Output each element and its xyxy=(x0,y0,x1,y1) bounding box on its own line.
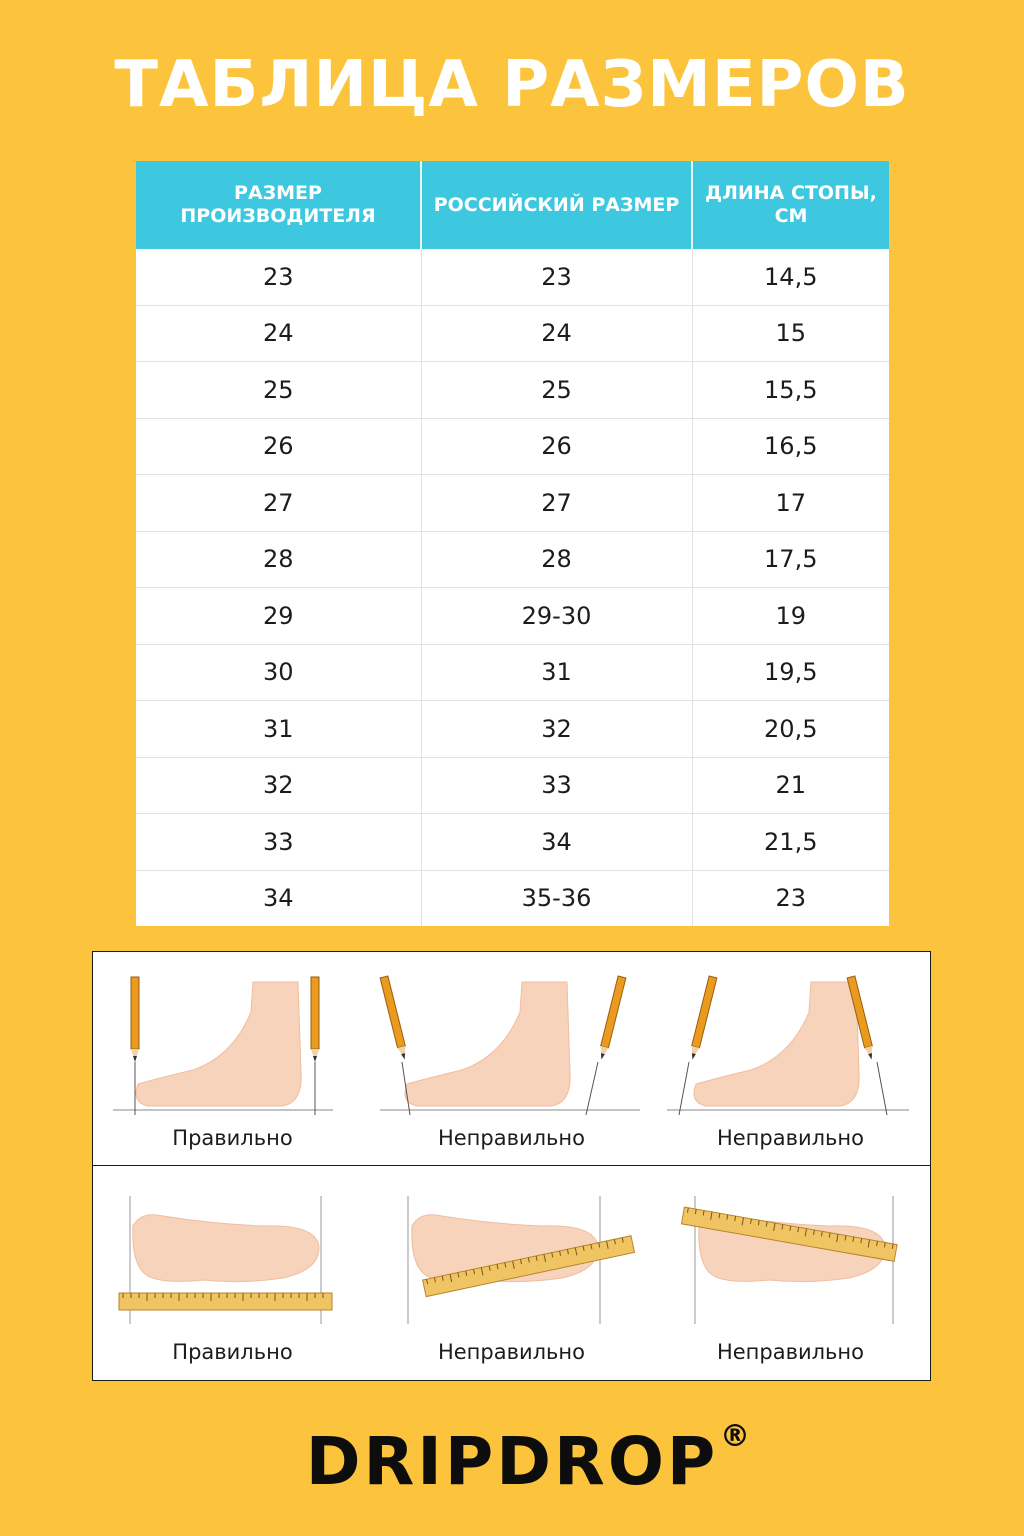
cell-manufacturer-size: 27 xyxy=(136,475,421,532)
caption-wrong: Неправильно xyxy=(716,1340,865,1364)
cell-manufacturer-size: 29 xyxy=(136,588,421,645)
cell-foot-length: 19,5 xyxy=(692,644,889,701)
cell-russian-size: 27 xyxy=(421,475,692,532)
cell-foot-length: 19 xyxy=(692,588,889,645)
guide-pencil-wrong-2 xyxy=(651,952,930,1165)
table-body xyxy=(136,249,889,926)
header-foot-length: ДЛИНА СТОПЫ, СМ xyxy=(692,161,889,249)
pencil-icon xyxy=(598,976,626,1060)
table-row xyxy=(136,814,889,871)
table-row xyxy=(136,644,889,701)
ruler-icon xyxy=(119,1293,332,1310)
cell-russian-size: 28 xyxy=(421,531,692,588)
table-row xyxy=(136,757,889,814)
cell-russian-size: 31 xyxy=(421,644,692,701)
header-manufacturer-size: РАЗМЕР ПРОИЗВОДИТЕЛЯ xyxy=(136,161,421,249)
guide-ruler-wrong-1 xyxy=(372,1166,651,1379)
pencil-icon xyxy=(311,977,319,1115)
brand-logo xyxy=(0,1418,1024,1502)
cell-russian-size: 34 xyxy=(421,814,692,871)
cell-foot-length: 21,5 xyxy=(692,814,889,871)
guide-row-pencil xyxy=(93,952,930,1165)
cell-foot-length: 20,5 xyxy=(692,701,889,758)
cell-manufacturer-size: 24 xyxy=(136,305,421,362)
cell-foot-length: 17 xyxy=(692,475,889,532)
table-row xyxy=(136,362,889,419)
page-title: ТАБЛИЦА РАЗМЕРОВ xyxy=(114,48,910,122)
caption-wrong: Неправильно xyxy=(437,1126,586,1150)
cell-russian-size: 24 xyxy=(421,305,692,362)
cell-manufacturer-size: 32 xyxy=(136,757,421,814)
cell-manufacturer-size: 25 xyxy=(136,362,421,419)
brand-name: DRIPDROP xyxy=(305,1423,719,1498)
cell-foot-length: 14,5 xyxy=(764,262,818,291)
table-row xyxy=(136,305,889,362)
cell-russian-size: 23 xyxy=(421,249,692,305)
registered-mark: ® xyxy=(720,1419,750,1454)
dripdrop-logo xyxy=(267,1418,757,1498)
pencil-icon xyxy=(689,976,717,1060)
cell-foot-length: 21 xyxy=(692,757,889,814)
cell-manufacturer-size: 23 xyxy=(136,249,421,305)
cell-manufacturer-size: 31 xyxy=(136,701,421,758)
cell-foot-length: 16,5 xyxy=(692,418,889,475)
cell-foot-length: 15,5 xyxy=(692,362,889,419)
pencil-icon xyxy=(380,976,408,1060)
cell-foot-length: 23 xyxy=(692,870,889,926)
cell-russian-size: 26 xyxy=(421,418,692,475)
table-row xyxy=(136,870,889,926)
cell-foot-length: 15 xyxy=(692,305,889,362)
cell-manufacturer-size: 30 xyxy=(136,644,421,701)
table-header-row xyxy=(136,161,889,249)
guide-ruler-wrong-2 xyxy=(651,1166,930,1379)
guide-row-ruler xyxy=(93,1165,930,1379)
caption-wrong: Неправильно xyxy=(716,1126,865,1150)
cell-manufacturer-size: 26 xyxy=(136,418,421,475)
cell-manufacturer-size: 34 xyxy=(136,870,421,926)
caption-wrong: Неправильно xyxy=(437,1340,586,1364)
table-row xyxy=(136,701,889,758)
caption-correct: Правильно xyxy=(172,1126,293,1150)
cell-russian-size: 25 xyxy=(421,362,692,419)
cell-russian-size: 29-30 xyxy=(421,588,692,645)
cell-russian-size: 33 xyxy=(421,757,692,814)
table-row xyxy=(136,531,889,588)
caption-correct: Правильно xyxy=(172,1340,293,1364)
cell-manufacturer-size: 33 xyxy=(136,814,421,871)
cell-russian-size: 32 xyxy=(421,701,692,758)
table-row xyxy=(136,475,889,532)
table-row xyxy=(136,249,889,305)
table-row xyxy=(136,418,889,475)
measurement-guide xyxy=(92,951,931,1381)
guide-pencil-wrong-1 xyxy=(372,952,651,1165)
cell-russian-size: 35-36 xyxy=(421,870,692,926)
guide-ruler-correct xyxy=(93,1166,372,1379)
table-row xyxy=(136,588,889,645)
cell-foot-length: 17,5 xyxy=(692,531,889,588)
size-table xyxy=(136,161,889,926)
header-russian-size: РОССИЙСКИЙ РАЗМЕР xyxy=(421,161,692,249)
guide-pencil-correct xyxy=(93,952,372,1165)
cell-manufacturer-size: 28 xyxy=(136,531,421,588)
